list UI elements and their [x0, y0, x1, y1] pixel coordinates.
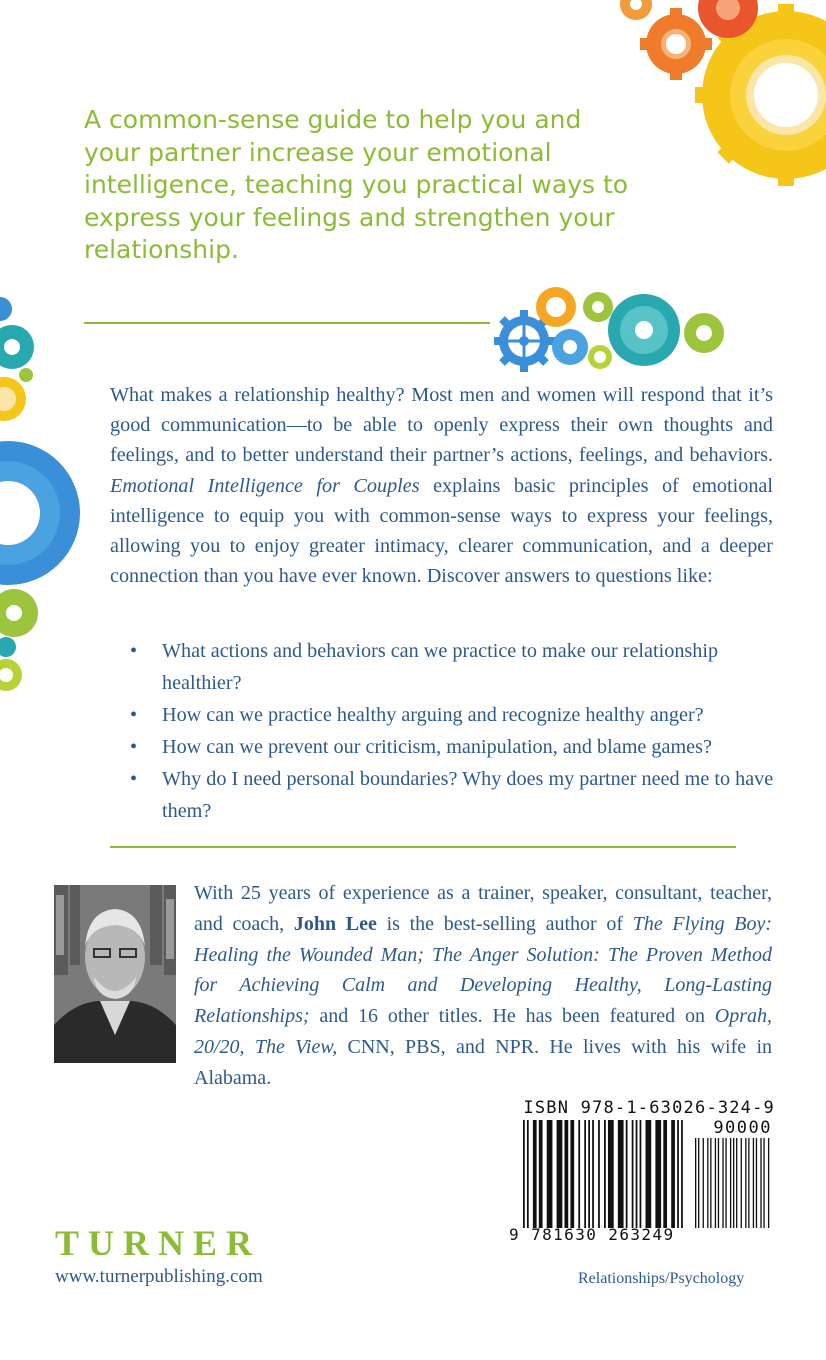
author-portrait-icon	[54, 885, 176, 1063]
bio-more: and 16 other titles. He has been featured on	[309, 1005, 715, 1028]
question-text: What actions and behaviors can we practice to make our relationship healthier?	[162, 640, 719, 694]
author-bio	[194, 878, 772, 1094]
tagline-divider	[84, 322, 490, 324]
book-title: Emotional Intelligence for Couples	[110, 474, 420, 497]
teal-edge-gear-icon	[0, 325, 34, 369]
question-text: How can we practice healthy arguing and recognize healthy anger?	[162, 704, 704, 726]
bio-mid: is the best-selling author of	[376, 912, 633, 935]
large-blue-edge-gear-icon	[0, 441, 80, 585]
barcode-bars-addon	[695, 1138, 771, 1228]
author-photo	[54, 885, 176, 1063]
list-item	[110, 731, 790, 763]
isbn-barcode	[509, 1098, 774, 1248]
gears-middle-illustration	[494, 285, 730, 375]
tagline: A common-sense guide to help you and your partner increase your emotional intelligence, teaching you practical ways to express your feelings and strengthen your relationship.	[84, 105, 629, 264]
bullet-icon: •	[130, 736, 138, 758]
description-text-2: explains basic principles of emotional intelligence to equip you with common-sense ways to express your feelings, allowing you to enjoy greater intimacy, clearer communication, and a deeper connection than you have ever known. Discover answers to questions like:	[110, 474, 773, 588]
list-item	[110, 699, 790, 731]
price-code: 90000	[713, 1118, 772, 1138]
question-list	[110, 635, 790, 827]
author-books: The Flying Boy: Healing the Wounded Man; The Anger Solution: The Proven Method for Achieving Calm and Developing Healthy, Long-Lasting Relationships;	[194, 912, 773, 1028]
lime-ring-gear-icon	[588, 345, 612, 369]
yellow-edge-gear-icon	[0, 377, 26, 421]
small-orange-gear-icon	[620, 0, 652, 20]
barcode-digits: 9 781630 263249	[509, 1225, 675, 1244]
book-description	[110, 380, 773, 591]
bio-intro: With 25 years of experience as a trainer, speaker, consultant, teacher, and coach,	[194, 882, 772, 935]
question-text: How can we prevent our criticism, manipulation, and blame games?	[162, 736, 712, 758]
bullet-icon: •	[130, 768, 138, 790]
orange-small-gear-icon	[536, 287, 576, 327]
green-small-gear-icon	[583, 292, 613, 322]
small-blue-edge-gear-icon	[0, 297, 12, 321]
bullet-icon: •	[130, 704, 138, 726]
bullet-icon: •	[130, 640, 138, 662]
list-item	[110, 763, 790, 827]
isbn-number: ISBN 978-1-63026-324-9	[523, 1098, 775, 1118]
publisher-logo: TURNER	[55, 1223, 262, 1263]
list-item	[110, 635, 790, 699]
lime-gear-icon	[684, 313, 724, 353]
green-edge-gear-icon	[0, 589, 38, 637]
author-name: John Lee	[293, 912, 377, 935]
media-shows: Oprah, 20/20, The View,	[194, 1005, 772, 1058]
book-category: Relationships/Psychology	[578, 1270, 745, 1287]
teal-small-edge-gear-icon	[0, 637, 16, 657]
sky-blue-gear-icon	[552, 329, 588, 365]
bio-end: CNN, PBS, and NPR. He lives with his wife in Alabama.	[194, 1035, 772, 1089]
gears-left-edge-illustration	[0, 295, 82, 705]
green-dot-gear-icon	[19, 368, 33, 382]
publisher-website[interactable]: www.turnerpublishing.com	[55, 1266, 263, 1287]
bio-divider	[110, 846, 736, 848]
lime-edge-gear-icon	[0, 659, 22, 691]
barcode-bars-main	[523, 1120, 687, 1228]
description-text-1: What makes a relationship healthy? Most men and women will respond that it’s good communication—to be able to openly express their own thoughts and feelings, and to better understand their partner’s actions, feelings, and behaviors.	[110, 384, 773, 467]
question-text: Why do I need personal boundaries? Why does my partner need me to have them?	[162, 768, 774, 822]
teal-gear-icon	[608, 294, 680, 366]
